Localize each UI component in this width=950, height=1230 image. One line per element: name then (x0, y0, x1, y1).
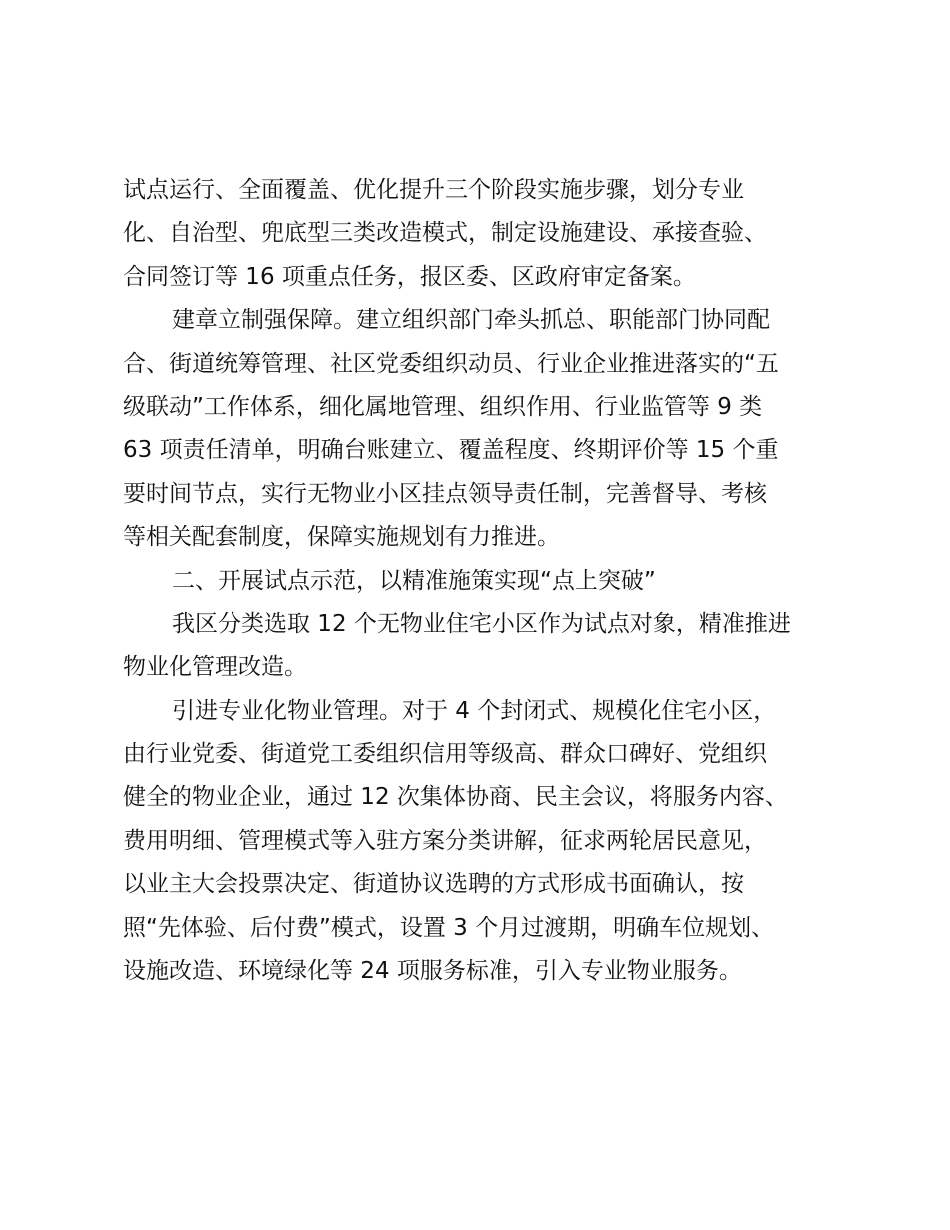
text-line: 以业主大会投票决定、街道协议选聘的方式形成书面确认，按 (123, 871, 744, 898)
text-line: 合同签订等 16 项重点任务，报区委、区政府审定备案。 (123, 263, 696, 290)
paragraph-heading-line: 建章立制强保障。建立组织部门牵头抓总、职能部门协同配 (172, 307, 770, 334)
document-body (123, 169, 843, 993)
text-line: 级联动”工作体系，细化属地管理、组织作用、行业监管等 9 类 (123, 393, 763, 420)
text-line: 试点运行、全面覆盖、优化提升三个阶段实施步骤，划分专业 (123, 177, 744, 203)
text-line: 照“先体验、后付费”模式，设置 3 个月过渡期，明确车位规划、 (123, 914, 775, 941)
paragraph-heading-line: 引进专业化物业管理。对于 4 个封闭式、规模化住宅小区， (172, 697, 777, 724)
text-line: 物业化管理改造。 (123, 654, 307, 681)
text-line: 由行业党委、街道党工委组织信用等级高、群众口碑好、党组织 (123, 741, 767, 768)
section-heading: 二、开展试点示范，以精准施策实现“点上突破” (172, 567, 656, 594)
text-line: 要时间节点，实行无物业小区挂点领导责任制，完善督导、考核 (123, 480, 767, 507)
text-line: 费用明细、管理模式等入驻方案分类讲解，征求两轮居民意见， (123, 827, 767, 854)
text-line: 63 项责任清单，明确台账建立、覆盖程度、终期评价等 15 个重 (123, 437, 779, 464)
text-line: 合、街道统筹管理、社区党委组织动员、行业企业推进落实的“五 (123, 350, 779, 377)
text-line: 化、自治型、兜底型三类改造模式，制定设施建设、承接查验、 (123, 220, 767, 247)
text-line: 等相关配套制度，保障实施规划有力推进。 (123, 524, 560, 551)
paragraph-first-line: 我区分类选取 12 个无物业住宅小区作为试点对象，精准推进 (172, 610, 791, 637)
text-line: 设施改造、环境绿化等 24 项服务标准，引入专业物业服务。 (123, 958, 742, 985)
text-line: 健全的物业企业，通过 12 次集体协商、民主会议，将服务内容、 (123, 784, 788, 811)
